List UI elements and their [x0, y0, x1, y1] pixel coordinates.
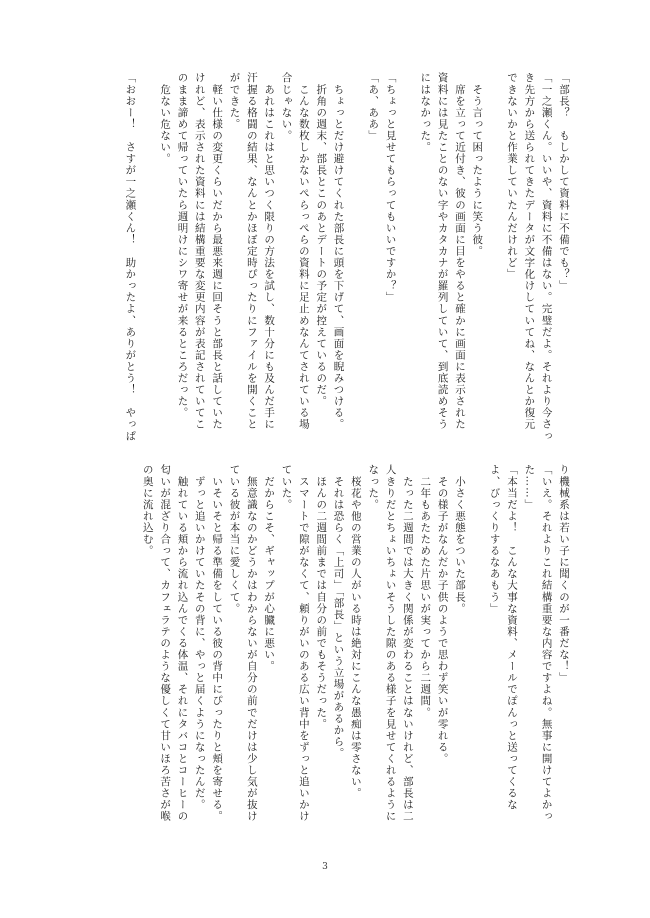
text-line: た……」	[523, 464, 536, 511]
text-line: なった。	[367, 464, 380, 511]
text-column-top	[64, 72, 572, 450]
text-line: その様子がなんだか子供のようで思わず笑いが零れる。	[436, 464, 449, 765]
text-line: の奥に流れ込む。	[141, 464, 154, 557]
text-line: にはなかった。	[419, 72, 432, 153]
text-line: 危ない危ない。	[159, 72, 172, 165]
text-line: けれど、表示された資料には結構重要な変更内容が表記されていてこ	[193, 72, 206, 431]
text-line: だからこそ、ギャップが心臓に悪い。	[263, 464, 276, 672]
text-line: 二年もあたためた片思いが実ってから二週間。	[419, 464, 432, 719]
text-line: 席を立って近付き、彼の画面に目をやると確かに画面に表示された	[453, 72, 466, 431]
text-line: よ、びっくりするなあもう」	[488, 464, 501, 615]
text-line: ちょっとだけ避けてくれた部長に頭を下げて、画面を睨みつける。	[332, 72, 345, 431]
text-line: 人きりだとちょいちょいそうした隙のある様子を見せてくれるように	[384, 464, 397, 823]
text-line: ができた。	[228, 72, 241, 130]
blank-line	[138, 72, 155, 450]
text-line: り機械系は若い子に聞くのが一番だな！」	[558, 464, 570, 684]
text-line: できないかと作業していたんだけれど」	[505, 72, 518, 280]
text-column-bottom	[64, 464, 572, 842]
text-line: 「ちょっと見せてもらってもいいですか？」	[384, 72, 397, 303]
text-line: 合じゃない。	[280, 72, 293, 142]
text-line: 汗握る格闘の結果、なんとかほぼ定時ぴったりにファイルを開くこと	[245, 72, 258, 431]
blank-line	[399, 72, 416, 450]
text-line: 軽い仕様の変更くらいだから最悪来週に回そうと部長と話していた	[211, 72, 224, 431]
blank-line	[468, 464, 485, 842]
text-line: ずっと追いかけていたその背に、やっと届くようになったんだ。	[193, 464, 206, 811]
text-line: こんな数枚しかないぺらっぺらの資料に足止めなんてされている場	[297, 72, 310, 431]
text-line: 「おおー！ さすが一之瀬くん！ 助かったよ、ありがとう！ やっぱ	[124, 72, 137, 442]
text-line: 「一之瀬くん。いいや、資料に不備はない。完璧だよ。それより今さっ	[540, 72, 553, 442]
text-line: たった二週間では大きく関係が変わることはないけれど、部長は二	[401, 464, 414, 823]
text-line: 触れている頬から流れ込んでくる体温、それにタバコとコーヒーの	[176, 464, 189, 823]
page-number: 3	[322, 862, 328, 872]
text-line: いそいそと帰る準備をしている彼の背中にぴったりと頬を寄せる。	[211, 464, 224, 823]
text-line: 桜花や他の営業の人がいる時は絶対にこんな愚痴は零さない。	[349, 464, 362, 799]
blank-line	[347, 72, 364, 450]
text-line: き先方から送られてきたデータが文字化けしていてね、なんとか復元	[523, 72, 536, 431]
text-line: 「本当だよ！ こんな大事な資料、メールでぽんっと送ってくるな	[505, 464, 518, 811]
text-line: スマートで隙がなくて、頼りがいのある広い背中をずっと追いかけ	[297, 464, 310, 823]
text-line: そう言って困ったように笑う彼。	[471, 72, 484, 257]
text-line: それは恐らく「上司」「部長」という立場があるから。	[332, 464, 345, 760]
blank-line	[485, 72, 502, 450]
text-line: ていた。	[280, 464, 293, 511]
text-line: 小さく悪態をついた部長。	[453, 464, 466, 615]
text-line: ている彼が本当に愛しくて。	[228, 464, 241, 615]
text-line: 「あ、ああ」	[367, 72, 380, 142]
text-line: 折角の週末、部長とこのあとデートの予定が控えているのだ。	[315, 72, 328, 407]
text-line: 匂いが混ざり合って、カフェラテのような優しくて甘いほろ苦さが喉	[159, 464, 172, 823]
text-line: 無意識なのかどうかはわからないが自分の前でだけは少し気が抜け	[245, 464, 258, 823]
text-line: 「部長？ もしかして資料に不備でも？」	[558, 72, 570, 292]
text-line: 「いえ。それよりこれ結構重要な内容ですよね。無事に開けてよかっ	[540, 464, 553, 823]
text-line: のまま諦めて帰っていたら週明けにシワ寄せが来るところだった。	[176, 72, 189, 419]
text-line: 資料には見たことのない字やカタカナが羅列していて、到底読めそう	[436, 72, 449, 431]
text-line: ほんの二週間前までは自分の前でもそうだった。	[315, 464, 328, 730]
text-line: あれはこれはと思いつく限りの方法を試し、数十分にも及んだ手に	[263, 72, 276, 431]
